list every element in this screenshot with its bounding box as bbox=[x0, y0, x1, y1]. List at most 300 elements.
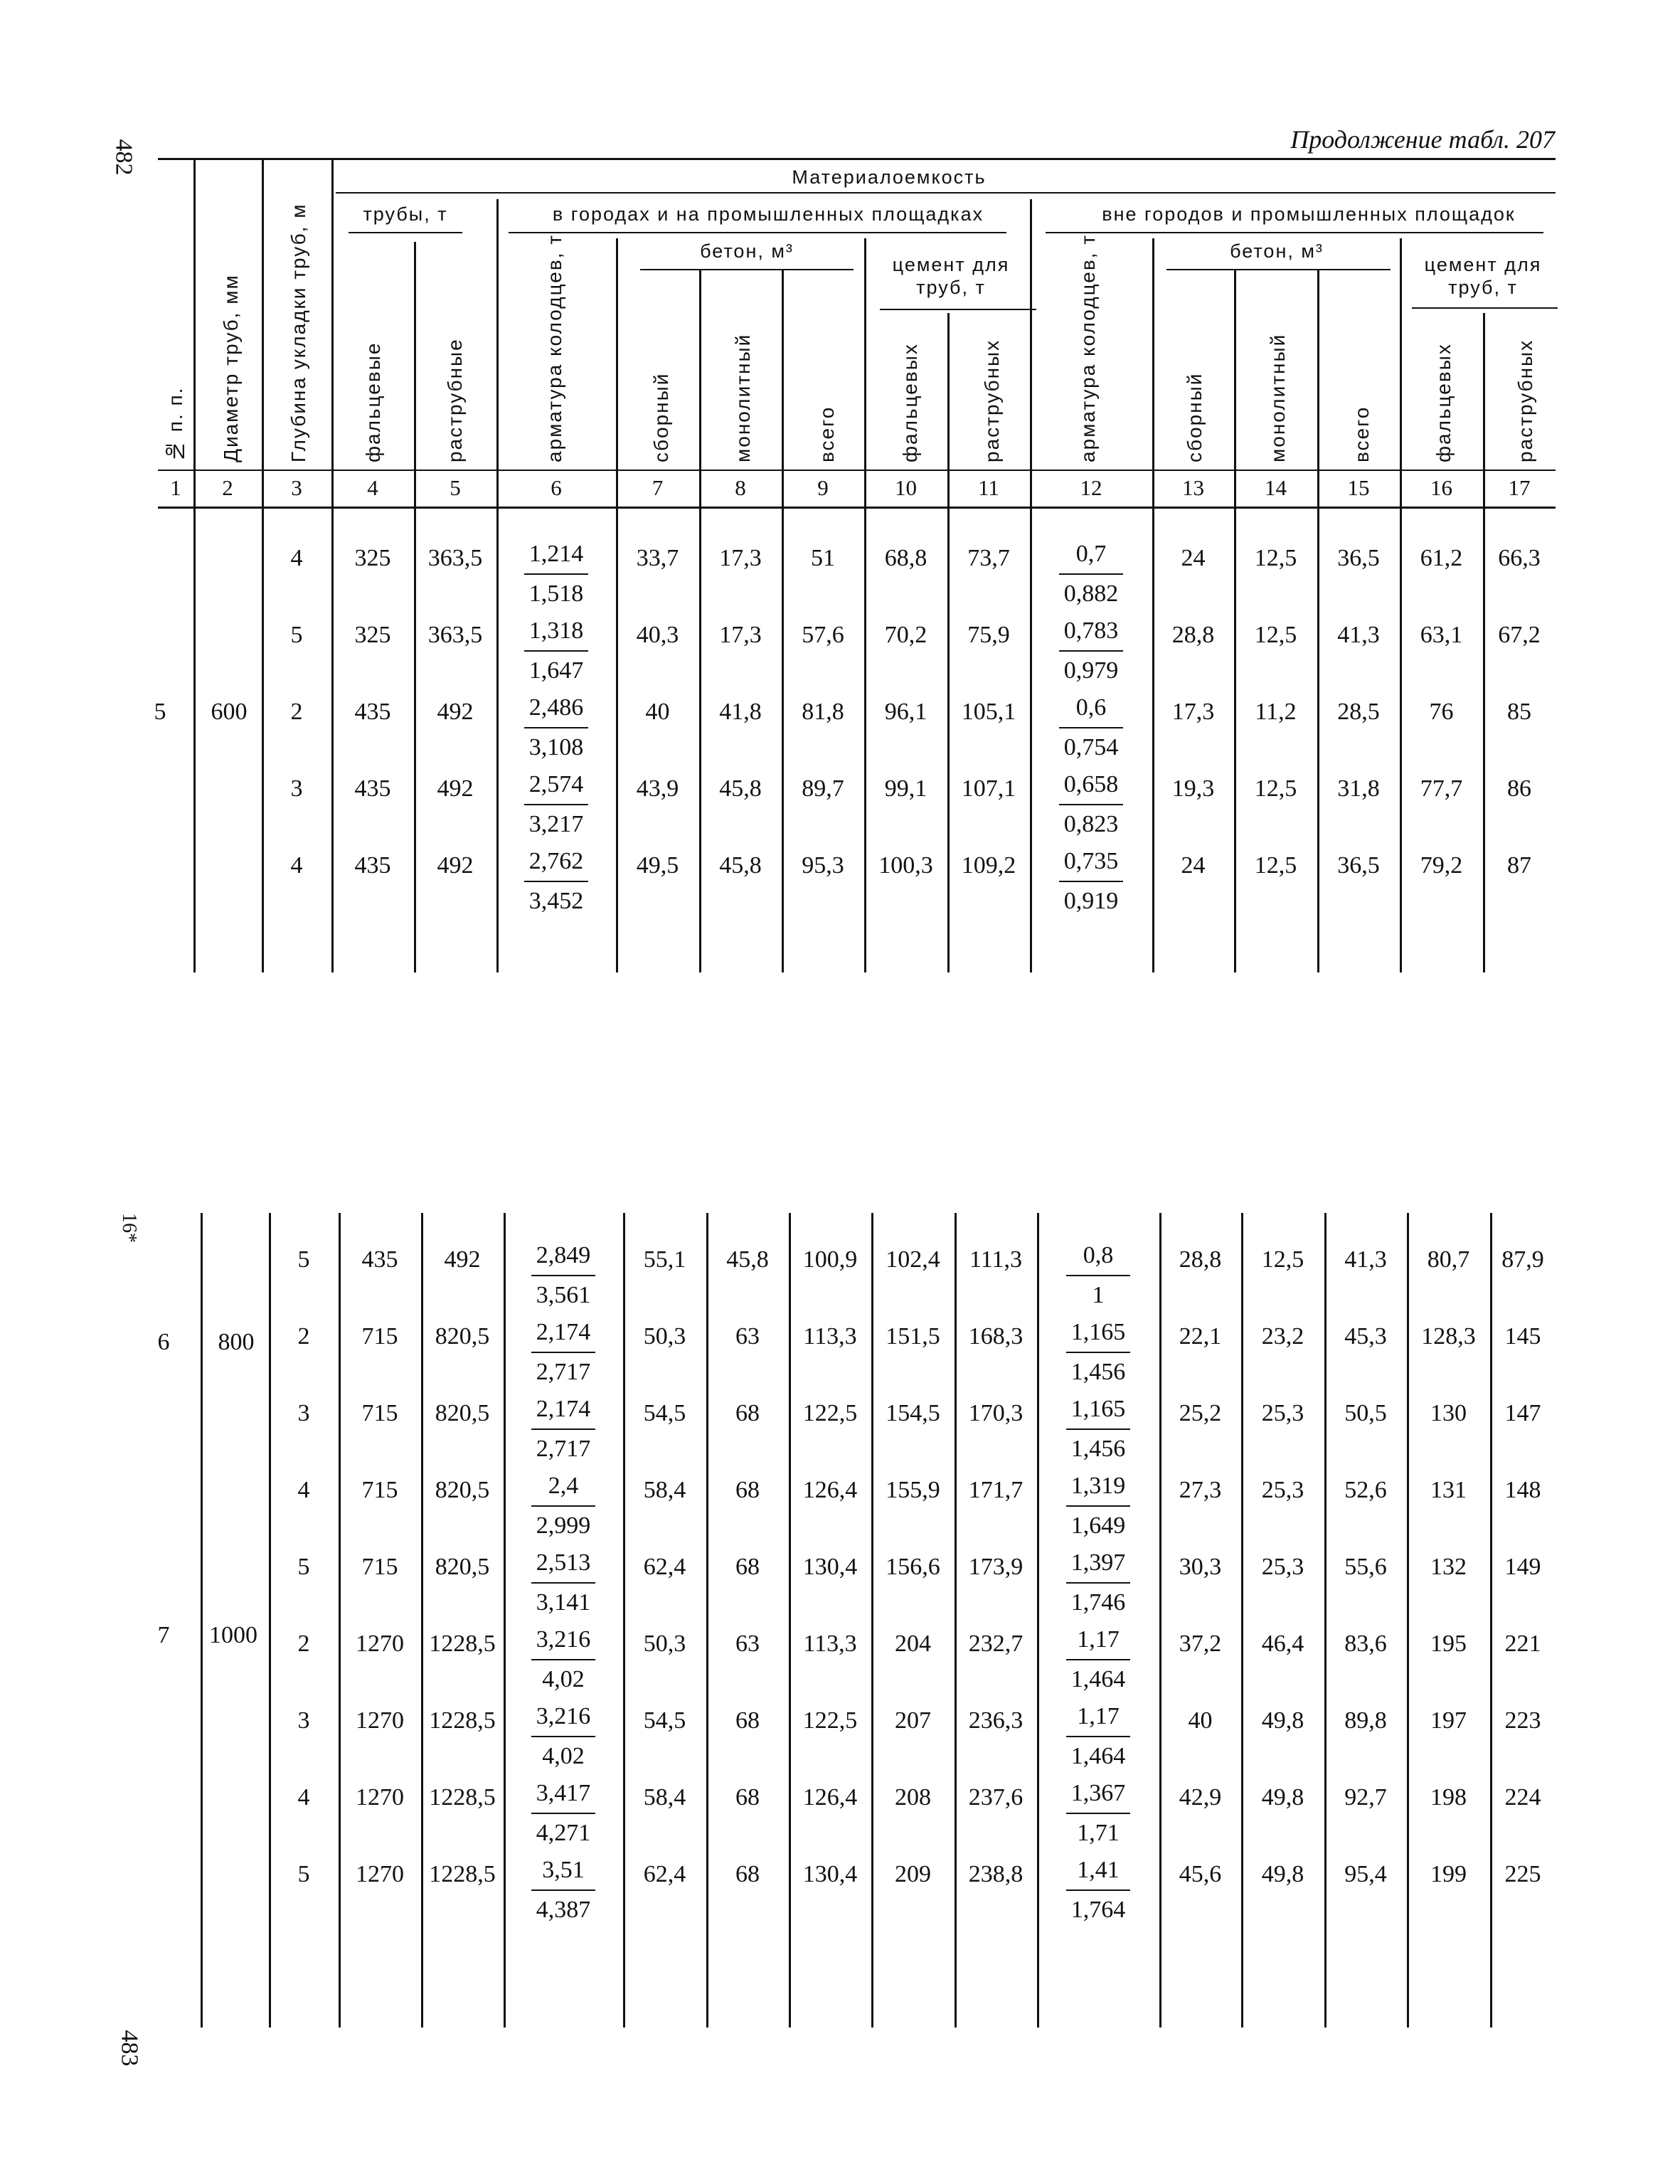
table-cell: 41,8 bbox=[719, 699, 762, 725]
table-cell: 68,8 bbox=[884, 545, 927, 571]
table-cell: 68 bbox=[735, 1554, 760, 1580]
table-cell: 1228,5 bbox=[429, 1631, 496, 1657]
table-cell: 12,5 bbox=[1254, 775, 1297, 802]
table-cell: 363,5 bbox=[427, 545, 483, 571]
fraction-denominator: 1,456 bbox=[1070, 1436, 1126, 1462]
table-cell: 70,2 bbox=[884, 622, 927, 648]
table-cell: 2 bbox=[290, 699, 303, 725]
table-cell: 492 bbox=[444, 1246, 481, 1273]
table-cell: 171,7 bbox=[968, 1477, 1024, 1503]
column-number: 16 bbox=[1430, 475, 1452, 500]
table-cell: 236,3 bbox=[968, 1707, 1024, 1734]
fraction-denominator: 1,746 bbox=[1070, 1589, 1126, 1616]
table-cell: 58,4 bbox=[643, 1477, 686, 1503]
table-cell: 68 bbox=[735, 1784, 760, 1811]
fraction-denominator: 4,387 bbox=[536, 1897, 591, 1923]
table-cell: 130 bbox=[1430, 1400, 1467, 1426]
fraction-numerator: 2,486 bbox=[524, 689, 588, 728]
table-cell: 197 bbox=[1430, 1707, 1467, 1734]
table-cell: 147 bbox=[1504, 1400, 1541, 1426]
header-cement-out: цемент для труб, т bbox=[1424, 254, 1542, 298]
fraction-cell bbox=[504, 1621, 623, 1699]
fraction-numerator: 1,17 bbox=[1066, 1621, 1130, 1660]
fraction-numerator: 1,165 bbox=[1066, 1313, 1130, 1353]
table-cell: 5 bbox=[297, 1861, 310, 1887]
column-number: 15 bbox=[1347, 475, 1370, 500]
header-in-cities: в городах и на промышленных площадках bbox=[552, 203, 984, 225]
column-number: 5 bbox=[450, 475, 461, 500]
fraction-cell bbox=[1037, 1544, 1159, 1622]
table-cell: 61,2 bbox=[1420, 545, 1463, 571]
fraction-denominator: 0,919 bbox=[1063, 888, 1119, 914]
table-cell: 68 bbox=[735, 1477, 760, 1503]
fraction-cell bbox=[1037, 1851, 1159, 1929]
table-cell: 25,3 bbox=[1261, 1554, 1304, 1580]
table-cell: 820,5 bbox=[435, 1400, 490, 1426]
table-cell: 122,5 bbox=[802, 1400, 858, 1426]
header-col-vsego-in: всего bbox=[816, 405, 838, 462]
table-cell: 1228,5 bbox=[429, 1784, 496, 1811]
table-cell: 49,8 bbox=[1261, 1784, 1304, 1811]
fraction-denominator: 0,882 bbox=[1063, 581, 1119, 607]
table-cell: 40 bbox=[1188, 1707, 1213, 1734]
table-cell: 1270 bbox=[356, 1707, 404, 1734]
fraction-numerator: 2,849 bbox=[531, 1236, 595, 1276]
table-cell: 28,8 bbox=[1171, 622, 1215, 648]
fraction-numerator: 2,174 bbox=[531, 1313, 595, 1353]
table-cell: 68 bbox=[735, 1861, 760, 1887]
table-cell: 2 bbox=[297, 1323, 310, 1350]
fraction-numerator: 0,658 bbox=[1059, 765, 1123, 805]
table-cell: 77,7 bbox=[1420, 775, 1463, 802]
table-cell: 170,3 bbox=[968, 1400, 1024, 1426]
table-cell: 24 bbox=[1181, 852, 1206, 879]
table-cell: 57,6 bbox=[802, 622, 844, 648]
table-cell: 36,5 bbox=[1337, 852, 1380, 879]
table-cell: 36,5 bbox=[1337, 545, 1380, 571]
page-number-left: 482 bbox=[110, 139, 137, 176]
table-cell: 435 bbox=[354, 852, 391, 879]
table-cell: 126,4 bbox=[802, 1784, 858, 1811]
table-cell: 130,4 bbox=[802, 1554, 858, 1580]
fraction-numerator: 0,735 bbox=[1059, 842, 1123, 882]
table-cell: 89,7 bbox=[802, 775, 844, 802]
table-cell: 363,5 bbox=[427, 622, 483, 648]
fraction-numerator: 2,513 bbox=[531, 1544, 595, 1584]
fraction-cell bbox=[496, 765, 616, 844]
table-cell: 17,3 bbox=[1171, 699, 1215, 725]
fraction-cell bbox=[504, 1774, 623, 1852]
table-cell: 62,4 bbox=[643, 1554, 686, 1580]
fraction-denominator: 4,02 bbox=[542, 1743, 585, 1769]
fraction-denominator: 1,71 bbox=[1077, 1820, 1120, 1846]
fraction-denominator: 3,141 bbox=[536, 1589, 591, 1616]
table-cell: 85 bbox=[1507, 699, 1531, 725]
table-cell: 1228,5 bbox=[429, 1707, 496, 1734]
table-cell: 122,5 bbox=[802, 1707, 858, 1734]
table-cell: 17,3 bbox=[719, 622, 762, 648]
table-cell: 33,7 bbox=[636, 545, 679, 571]
table-cell: 5 bbox=[297, 1246, 310, 1273]
table-cell: 46,4 bbox=[1261, 1631, 1304, 1657]
fraction-cell bbox=[504, 1236, 623, 1315]
table-cell: 435 bbox=[361, 1246, 398, 1273]
table-cell: 820,5 bbox=[435, 1323, 490, 1350]
header-col-no: № п. п. bbox=[164, 386, 186, 462]
fraction-denominator: 3,561 bbox=[536, 1282, 591, 1308]
table-cell: 126,4 bbox=[802, 1477, 858, 1503]
table-cell: 107,1 bbox=[961, 775, 1016, 802]
table-cell: 55,1 bbox=[643, 1246, 686, 1273]
fraction-numerator: 3,216 bbox=[531, 1697, 595, 1737]
table-cell: 43,9 bbox=[636, 775, 679, 802]
table-cell: 100,3 bbox=[878, 852, 933, 879]
table-cell: 715 bbox=[361, 1554, 398, 1580]
table-cell: 148 bbox=[1504, 1477, 1541, 1503]
table-cell: 168,3 bbox=[968, 1323, 1024, 1350]
table-cell: 45,8 bbox=[726, 1246, 769, 1273]
table-cell: 54,5 bbox=[643, 1400, 686, 1426]
table-cell: 130,4 bbox=[802, 1861, 858, 1887]
header-col-sborn-out: сборный bbox=[1184, 372, 1206, 462]
fraction-numerator: 2,574 bbox=[524, 765, 588, 805]
fraction-numerator: 1,319 bbox=[1066, 1467, 1130, 1507]
fraction-numerator: 3,417 bbox=[531, 1774, 595, 1814]
table-cell: 99,1 bbox=[884, 775, 927, 802]
table-cell: 4 bbox=[297, 1477, 310, 1503]
fraction-numerator: 1,214 bbox=[524, 535, 588, 575]
header-col-falc2-out: фальцевых bbox=[1432, 343, 1455, 462]
table-cell: 221 bbox=[1504, 1631, 1541, 1657]
table-cell: 87,9 bbox=[1501, 1246, 1544, 1273]
table-cell: 50,3 bbox=[643, 1323, 686, 1350]
fraction-cell bbox=[1030, 842, 1152, 921]
fraction-cell bbox=[1037, 1390, 1159, 1468]
table-cell: 1270 bbox=[356, 1861, 404, 1887]
table-cell: 62,4 bbox=[643, 1861, 686, 1887]
table-cell: 31,8 bbox=[1337, 775, 1380, 802]
fraction-denominator: 4,271 bbox=[536, 1820, 591, 1846]
table-cell: 237,6 bbox=[968, 1784, 1024, 1811]
fraction-cell bbox=[504, 1851, 623, 1929]
fraction-denominator: 1,464 bbox=[1070, 1743, 1126, 1769]
fraction-denominator: 3,217 bbox=[528, 811, 584, 837]
fraction-denominator: 3,108 bbox=[528, 734, 584, 760]
table-cell: 154,5 bbox=[886, 1400, 940, 1426]
header-col-depth: Глубина укладки труб, м bbox=[287, 203, 309, 462]
fraction-numerator: 0,6 bbox=[1059, 689, 1123, 728]
fraction-cell bbox=[1037, 1621, 1159, 1699]
table-cell: 12,5 bbox=[1254, 545, 1297, 571]
column-number: 7 bbox=[652, 475, 664, 500]
header-col-arm-out: арматура колодцев, т bbox=[1077, 233, 1099, 462]
table-cell: 715 bbox=[361, 1477, 398, 1503]
table-cell: 199 bbox=[1430, 1861, 1467, 1887]
table-cell: 715 bbox=[361, 1323, 398, 1350]
fraction-numerator: 1,318 bbox=[524, 612, 588, 652]
table-cell: 492 bbox=[437, 852, 474, 879]
table-cell: 42,9 bbox=[1179, 1784, 1222, 1811]
fraction-numerator: 3,216 bbox=[531, 1621, 595, 1660]
fraction-numerator: 0,7 bbox=[1059, 535, 1123, 575]
header-concrete-out: бетон, м³ bbox=[1230, 240, 1324, 262]
table-cell: 492 bbox=[437, 699, 474, 725]
group-diam: 1000 bbox=[209, 1622, 257, 1648]
fraction-denominator: 1,456 bbox=[1070, 1359, 1126, 1385]
header-col-sborn-in: сборный bbox=[650, 372, 672, 462]
table-cell: 1270 bbox=[356, 1784, 404, 1811]
table-cell: 145 bbox=[1504, 1323, 1541, 1350]
table-cell: 96,1 bbox=[884, 699, 927, 725]
table-cell: 49,8 bbox=[1261, 1861, 1304, 1887]
table-cell: 132 bbox=[1430, 1554, 1467, 1580]
column-number: 6 bbox=[551, 475, 562, 500]
table-cell: 45,3 bbox=[1344, 1323, 1387, 1350]
table-cell: 75,9 bbox=[967, 622, 1010, 648]
header-col-monol-out: монолитный bbox=[1267, 333, 1289, 462]
table-cell: 49,8 bbox=[1261, 1707, 1304, 1734]
table-cell: 49,5 bbox=[636, 852, 679, 879]
table-cell: 156,6 bbox=[886, 1554, 940, 1580]
fraction-cell bbox=[496, 842, 616, 921]
table-cell: 25,2 bbox=[1179, 1400, 1222, 1426]
table-cell: 41,3 bbox=[1344, 1246, 1387, 1273]
table-cell: 45,8 bbox=[719, 852, 762, 879]
table-cell: 5 bbox=[297, 1554, 310, 1580]
page-number-right: 483 bbox=[116, 2030, 143, 2067]
fraction-numerator: 1,165 bbox=[1066, 1390, 1130, 1430]
table-cell: 45,6 bbox=[1179, 1861, 1222, 1887]
table-cell: 100,9 bbox=[802, 1246, 858, 1273]
group-diam: 800 bbox=[218, 1329, 255, 1355]
table-cell: 30,3 bbox=[1179, 1554, 1222, 1580]
table-cell: 155,9 bbox=[886, 1477, 940, 1503]
fraction-denominator: 0,823 bbox=[1063, 811, 1119, 837]
table-cell: 25,3 bbox=[1261, 1477, 1304, 1503]
fraction-numerator: 2,762 bbox=[524, 842, 588, 882]
table-cell: 45,8 bbox=[719, 775, 762, 802]
fraction-cell bbox=[1037, 1697, 1159, 1776]
table-cell: 113,3 bbox=[803, 1631, 857, 1657]
table-cell: 55,6 bbox=[1344, 1554, 1387, 1580]
table-cell: 4 bbox=[297, 1784, 310, 1811]
table-cell: 207 bbox=[895, 1707, 931, 1734]
fraction-denominator: 0,754 bbox=[1063, 734, 1119, 760]
table-cell: 92,7 bbox=[1344, 1784, 1387, 1811]
fraction-numerator: 1,367 bbox=[1066, 1774, 1130, 1814]
column-number: 13 bbox=[1182, 475, 1204, 500]
table-cell: 209 bbox=[895, 1861, 931, 1887]
table-cell: 198 bbox=[1430, 1784, 1467, 1811]
header-out-cities: вне городов и промышленных площадок bbox=[1102, 203, 1516, 225]
fraction-denominator: 1 bbox=[1092, 1282, 1105, 1308]
fraction-cell bbox=[504, 1544, 623, 1622]
column-number: 1 bbox=[170, 475, 181, 500]
fraction-denominator: 1,764 bbox=[1070, 1897, 1126, 1923]
table-cell: 1228,5 bbox=[429, 1861, 496, 1887]
table-cell: 492 bbox=[437, 775, 474, 802]
header-materials: Материалоемкость bbox=[792, 166, 987, 188]
table-cell: 3 bbox=[290, 775, 303, 802]
fraction-numerator: 3,51 bbox=[531, 1851, 595, 1891]
table-cell: 223 bbox=[1504, 1707, 1541, 1734]
table-cell: 4 bbox=[290, 545, 303, 571]
table-cell: 238,8 bbox=[968, 1861, 1024, 1887]
column-number: 8 bbox=[735, 475, 746, 500]
table-cell: 17,3 bbox=[719, 545, 762, 571]
fraction-cell bbox=[496, 535, 616, 613]
table-cell: 41,3 bbox=[1337, 622, 1380, 648]
table-cell: 28,5 bbox=[1337, 699, 1380, 725]
header-col-arm-in: арматура колодцев, т bbox=[543, 233, 565, 462]
fraction-denominator: 4,02 bbox=[542, 1666, 585, 1692]
table-cell: 63,1 bbox=[1420, 622, 1463, 648]
table-cell: 58,4 bbox=[643, 1784, 686, 1811]
header-cement-in: цемент для труб, т bbox=[892, 254, 1010, 298]
header-col-rastr: раструбные bbox=[444, 338, 466, 462]
fraction-cell bbox=[1030, 612, 1152, 690]
table-cell: 51 bbox=[811, 545, 835, 571]
table-cell: 149 bbox=[1504, 1554, 1541, 1580]
fraction-numerator: 2,4 bbox=[531, 1467, 595, 1507]
table-cell: 50,3 bbox=[643, 1631, 686, 1657]
fraction-numerator: 1,17 bbox=[1066, 1697, 1130, 1737]
header-col-vsego-out: всего bbox=[1351, 405, 1373, 462]
table-cell: 12,5 bbox=[1261, 1246, 1304, 1273]
table-cell: 76 bbox=[1429, 699, 1454, 725]
table-cell: 325 bbox=[354, 545, 391, 571]
fraction-denominator: 1,647 bbox=[528, 657, 584, 684]
table-cell: 105,1 bbox=[961, 699, 1016, 725]
table-cell: 113,3 bbox=[803, 1323, 857, 1350]
table-cell: 22,1 bbox=[1179, 1323, 1222, 1350]
table-cell: 820,5 bbox=[435, 1477, 490, 1503]
group-diam: 600 bbox=[211, 699, 248, 725]
fraction-denominator: 2,999 bbox=[536, 1512, 591, 1539]
fraction-cell bbox=[1030, 765, 1152, 844]
table-cell: 63 bbox=[735, 1323, 760, 1350]
table-cell: 208 bbox=[895, 1784, 931, 1811]
group-no: 5 bbox=[154, 699, 166, 725]
table-cell: 37,2 bbox=[1179, 1631, 1222, 1657]
table-cell: 1270 bbox=[356, 1631, 404, 1657]
table-cell: 435 bbox=[354, 699, 391, 725]
table-cell: 23,2 bbox=[1261, 1323, 1304, 1350]
table-cell: 325 bbox=[354, 622, 391, 648]
header-concrete-in: бетон, м³ bbox=[700, 240, 794, 262]
header-pipes: трубы, т bbox=[363, 203, 448, 225]
table-cell: 3 bbox=[297, 1400, 310, 1426]
column-number: 3 bbox=[291, 475, 302, 500]
header-col-falc: фальцевые bbox=[362, 341, 384, 462]
table-cell: 80,7 bbox=[1427, 1246, 1470, 1273]
table-cell: 128,3 bbox=[1421, 1323, 1476, 1350]
table-cell: 11,2 bbox=[1255, 699, 1297, 725]
table-cell: 28,8 bbox=[1179, 1246, 1222, 1273]
fraction-cell bbox=[496, 689, 616, 767]
table-cell: 27,3 bbox=[1179, 1477, 1222, 1503]
fraction-denominator: 1,464 bbox=[1070, 1666, 1126, 1692]
table-cell: 81,8 bbox=[802, 699, 844, 725]
header-col-falc2-in: фальцевых bbox=[899, 343, 921, 462]
fraction-cell bbox=[504, 1697, 623, 1776]
table-cell: 195 bbox=[1430, 1631, 1467, 1657]
column-number: 11 bbox=[978, 475, 999, 500]
table-cell: 111,3 bbox=[969, 1246, 1022, 1273]
table-cell: 68 bbox=[735, 1400, 760, 1426]
column-number: 9 bbox=[817, 475, 829, 500]
table-cell: 224 bbox=[1504, 1784, 1541, 1811]
table-cell: 87 bbox=[1507, 852, 1531, 879]
group-no: 7 bbox=[157, 1622, 170, 1648]
fraction-cell bbox=[1037, 1313, 1159, 1391]
header-col-rastr2-out: раструбных bbox=[1514, 339, 1536, 462]
fraction-numerator: 2,174 bbox=[531, 1390, 595, 1430]
fraction-denominator: 2,717 bbox=[536, 1436, 591, 1462]
fraction-cell bbox=[504, 1390, 623, 1468]
table-caption: Продолжение табл. 207 bbox=[1290, 125, 1555, 154]
column-number: 4 bbox=[367, 475, 378, 500]
table-cell: 225 bbox=[1504, 1861, 1541, 1887]
table-cell: 715 bbox=[361, 1400, 398, 1426]
table-cell: 2 bbox=[297, 1631, 310, 1657]
table-cell: 5 bbox=[290, 622, 303, 648]
table-cell: 19,3 bbox=[1171, 775, 1215, 802]
table-cell: 173,9 bbox=[968, 1554, 1024, 1580]
table-cell: 131 bbox=[1430, 1477, 1467, 1503]
table-cell: 820,5 bbox=[435, 1554, 490, 1580]
table-cell: 68 bbox=[735, 1707, 760, 1734]
table-cell: 63 bbox=[735, 1631, 760, 1657]
table-cell: 109,2 bbox=[961, 852, 1016, 879]
table-cell: 151,5 bbox=[886, 1323, 940, 1350]
column-number: 12 bbox=[1080, 475, 1102, 500]
table-cell: 232,7 bbox=[968, 1631, 1024, 1657]
table-cell: 54,5 bbox=[643, 1707, 686, 1734]
fraction-cell bbox=[1030, 689, 1152, 767]
table-cell: 86 bbox=[1507, 775, 1531, 802]
table-cell: 102,4 bbox=[886, 1246, 940, 1273]
fraction-cell bbox=[504, 1313, 623, 1391]
header-col-rastr2-in: раструбных bbox=[981, 339, 1003, 462]
column-number: 10 bbox=[895, 475, 917, 500]
table-cell: 435 bbox=[354, 775, 391, 802]
fraction-numerator: 0,8 bbox=[1066, 1236, 1130, 1276]
table-cell: 95,3 bbox=[802, 852, 844, 879]
header-col-diam: Диаметр труб, мм bbox=[220, 274, 242, 462]
table-cell: 95,4 bbox=[1344, 1861, 1387, 1887]
fraction-cell bbox=[1037, 1774, 1159, 1852]
table-cell: 3 bbox=[297, 1707, 310, 1734]
fraction-denominator: 1,518 bbox=[528, 581, 584, 607]
table-cell: 25,3 bbox=[1261, 1400, 1304, 1426]
fraction-numerator: 1,41 bbox=[1066, 1851, 1130, 1891]
table-cell: 12,5 bbox=[1254, 852, 1297, 879]
fraction-cell bbox=[1030, 535, 1152, 613]
header-col-monol-in: монолитный bbox=[732, 333, 754, 462]
fraction-denominator: 0,979 bbox=[1063, 657, 1119, 684]
group-no: 6 bbox=[157, 1329, 170, 1355]
column-number: 14 bbox=[1265, 475, 1287, 500]
table-cell: 73,7 bbox=[967, 545, 1010, 571]
fraction-numerator: 1,397 bbox=[1066, 1544, 1130, 1584]
fraction-denominator: 3,452 bbox=[528, 888, 584, 914]
table-cell: 12,5 bbox=[1254, 622, 1297, 648]
fraction-numerator: 0,783 bbox=[1059, 612, 1123, 652]
table-cell: 4 bbox=[290, 852, 303, 879]
table-cell: 50,5 bbox=[1344, 1400, 1387, 1426]
table-cell: 79,2 bbox=[1420, 852, 1463, 879]
